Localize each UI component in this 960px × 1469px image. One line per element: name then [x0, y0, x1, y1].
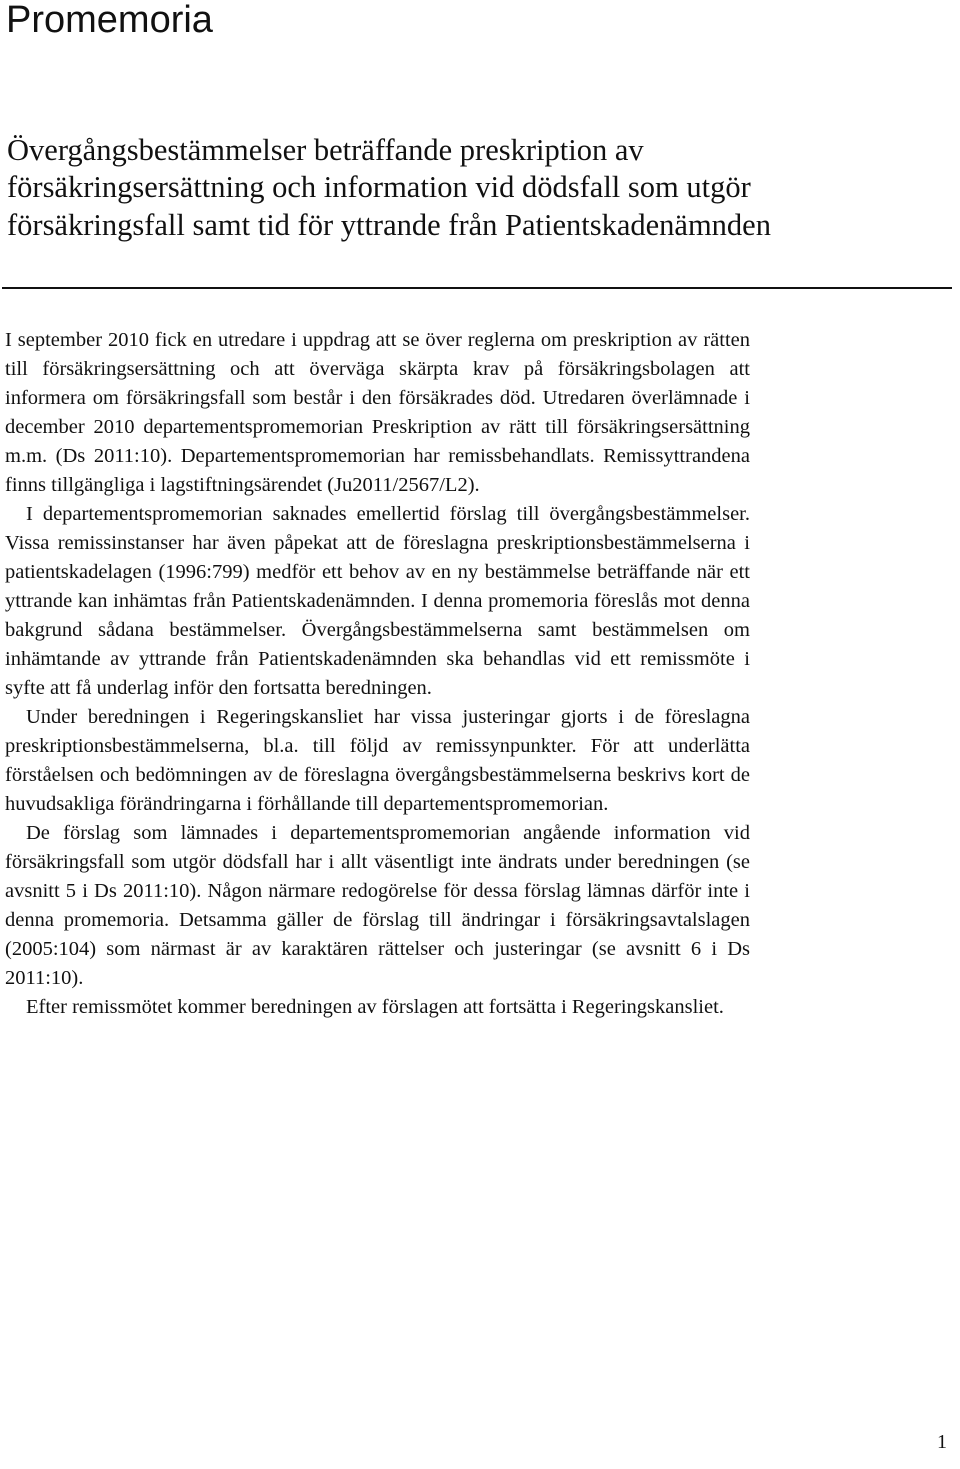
paragraph-2: I departementspromemorian saknades emellertid förslag till övergångsbestämmelser. Vissa remissinstanser har även påpekat att de föreslagna preskriptionsbestämmelserna i patientskadelagen (1996:799) medför ett behov av en ny bestämmelse beträffande när ett yttrande kan inhämtas från Patientskadenämnden. I denna promemoria föreslås mot denna bakgrund sådana bestämmelser. Övergångsbestämmelserna samt bestämmelsen om inhämtande av yttrande från Patientskadenämnden ska behandlas vid ett remissmöte i syfte att få underlag inför den fortsatta beredningen. [5, 503, 750, 699]
paragraph-1: I september 2010 fick en utredare i uppdrag att se över reglerna om preskription av rätten till försäkringsersättning och att överväga skärpta krav på försäkringsbolagen att informera om försäkringsfall som består i den försäkrades död. Utredaren överlämnade i december 2010 departementspromemorian Preskription av rätt till försäkringsersättning m.m. (Ds 2011:10). Departementspromemorian har remissbehandlats. Remissyttrandena finns tillgängliga i lagstiftningsärendet (Ju2011/2567/L2). [5, 329, 750, 496]
document-title: Promemoria [6, 0, 213, 41]
page-number: 1 [937, 1431, 947, 1453]
paragraph-5: Efter remissmötet kommer beredningen av förslagen att fortsätta i Regeringskansliet. [26, 996, 724, 1018]
subject-divider [2, 287, 952, 289]
paragraph-4: De förslag som lämnades i departementspromemorian angående information vid försäkringsfall som utgör dödsfall har i allt väsentligt inte ändrats under beredningen (se avsnitt 5 i Ds 2011:10). Någon närmare redogörelse för dessa förslag lämnas därför inte i denna promemoria. Detsamma gäller de förslag till ändringar i försäkringsavtalslagen (2005:104) som närmast är av karaktären rättelser och justeringar (se avsnitt 6 i Ds 2011:10). [5, 822, 750, 989]
paragraph-3: Under beredningen i Regeringskansliet har vissa justeringar gjorts i de föreslagna preskriptionsbestämmelserna, bl.a. till följd av remissynpunkter. För att underlätta förståelsen och bedömningen av de föreslagna övergångsbestämmelserna beskrivs kort de huvudsakliga förändringarna i förhållande till departementspromemorian. [5, 706, 750, 815]
body-text [5, 326, 750, 1022]
document-subject: Övergångsbestämmelser beträffande preskription av försäkringsersättning och information vid dödsfall som utgör försäkringsfall samt tid för yttrande från Patientskadenämnden [7, 133, 771, 242]
